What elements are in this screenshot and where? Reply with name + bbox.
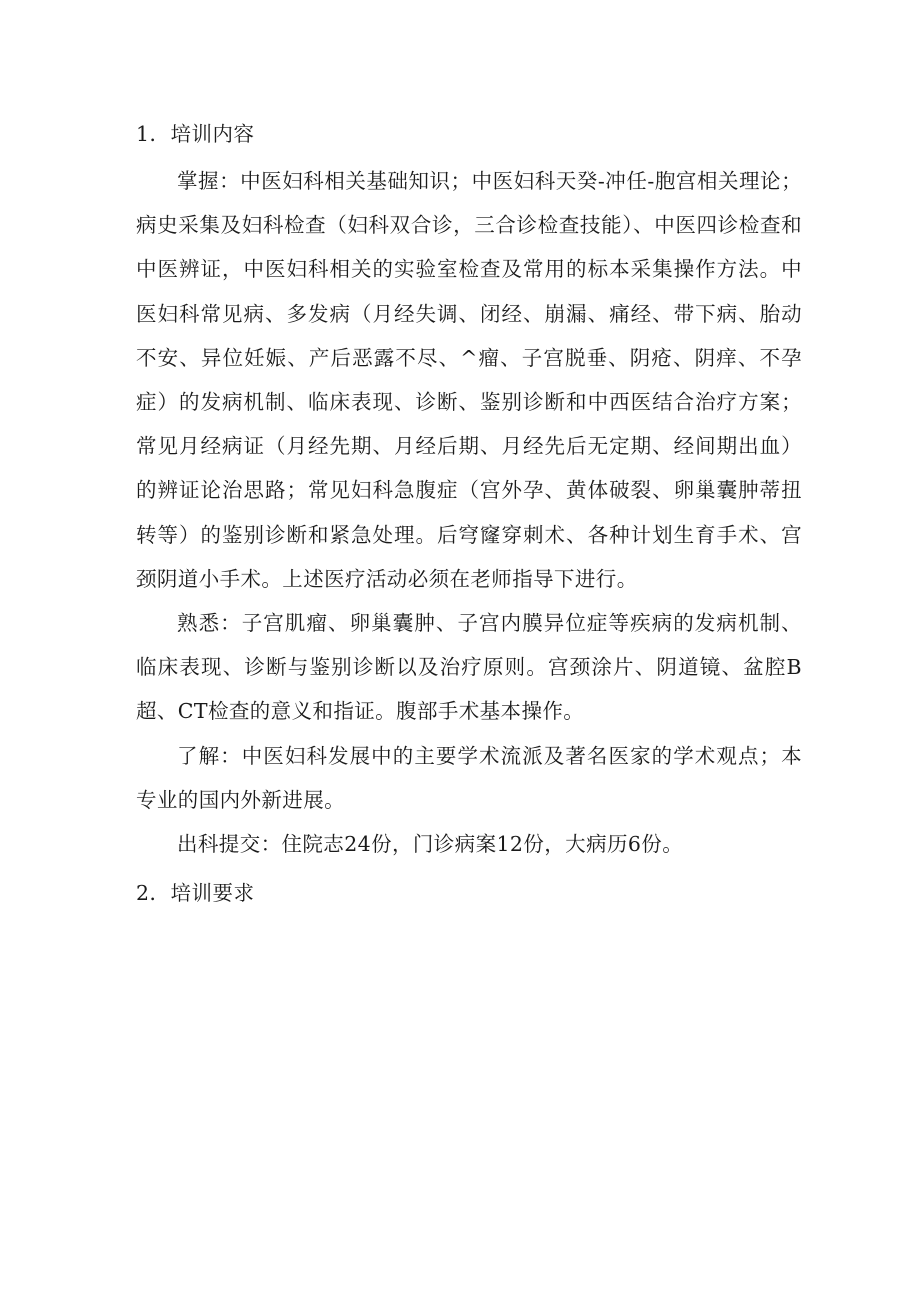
section-heading-training-requirements: 2．培训要求 [136,881,255,906]
paragraph-mastery: 掌握：中医妇科相关基础知识；中医妇科天癸-冲任-胞宫相关理论；病史采集及妇科检查（妇科双合诊，三合诊检查技能）、中医四诊检查和中医辨证，中医妇科相关的实验室检查及常用的标本采集操作方法。中医妇科常见病、多发病（月经失调、闭经、崩漏、痛经、带下病、胎动不安、异位妊娠、产后恶露不尽、^瘤、子宫脱垂、阴疮、阴痒、不孕症）的发病机制、临床表现、诊断、鉴别诊断和中西医结合治疗方案；常见月经病证（月经先期、月经后期、月经先后无定期、经间期出血）的辨证论治思路；常见妇科急腹症（宫外孕、黄体破裂、卵巢囊肿蒂扭转等）的鉴别诊断和紧急处理。后穹窿穿刺术、各种计划生育手术、宫颈阴道小手术。上述医疗活动必须在老师指导下进行。 [136,169,802,591]
paragraph-understand: 了解：中医妇科发展中的主要学术流派及著名医家的学术观点；本专业的国内外新进展。 [136,743,802,812]
paragraph-submission: 出科提交：住院志24份，门诊病案12份，大病历6份。 [177,832,684,857]
paragraph-familiar: 熟悉：子宫肌瘤、卵巢囊肿、子宫内膜异位症等疾病的发病机制、临床表现、诊断与鉴别诊断以及治疗原则。宫颈涂片、阴道镜、盆腔B超、CT检查的意义和指证。腹部手术基本操作。 [136,611,802,724]
section-heading-training-content: 1．培训内容 [136,122,255,146]
document-body [136,112,802,915]
